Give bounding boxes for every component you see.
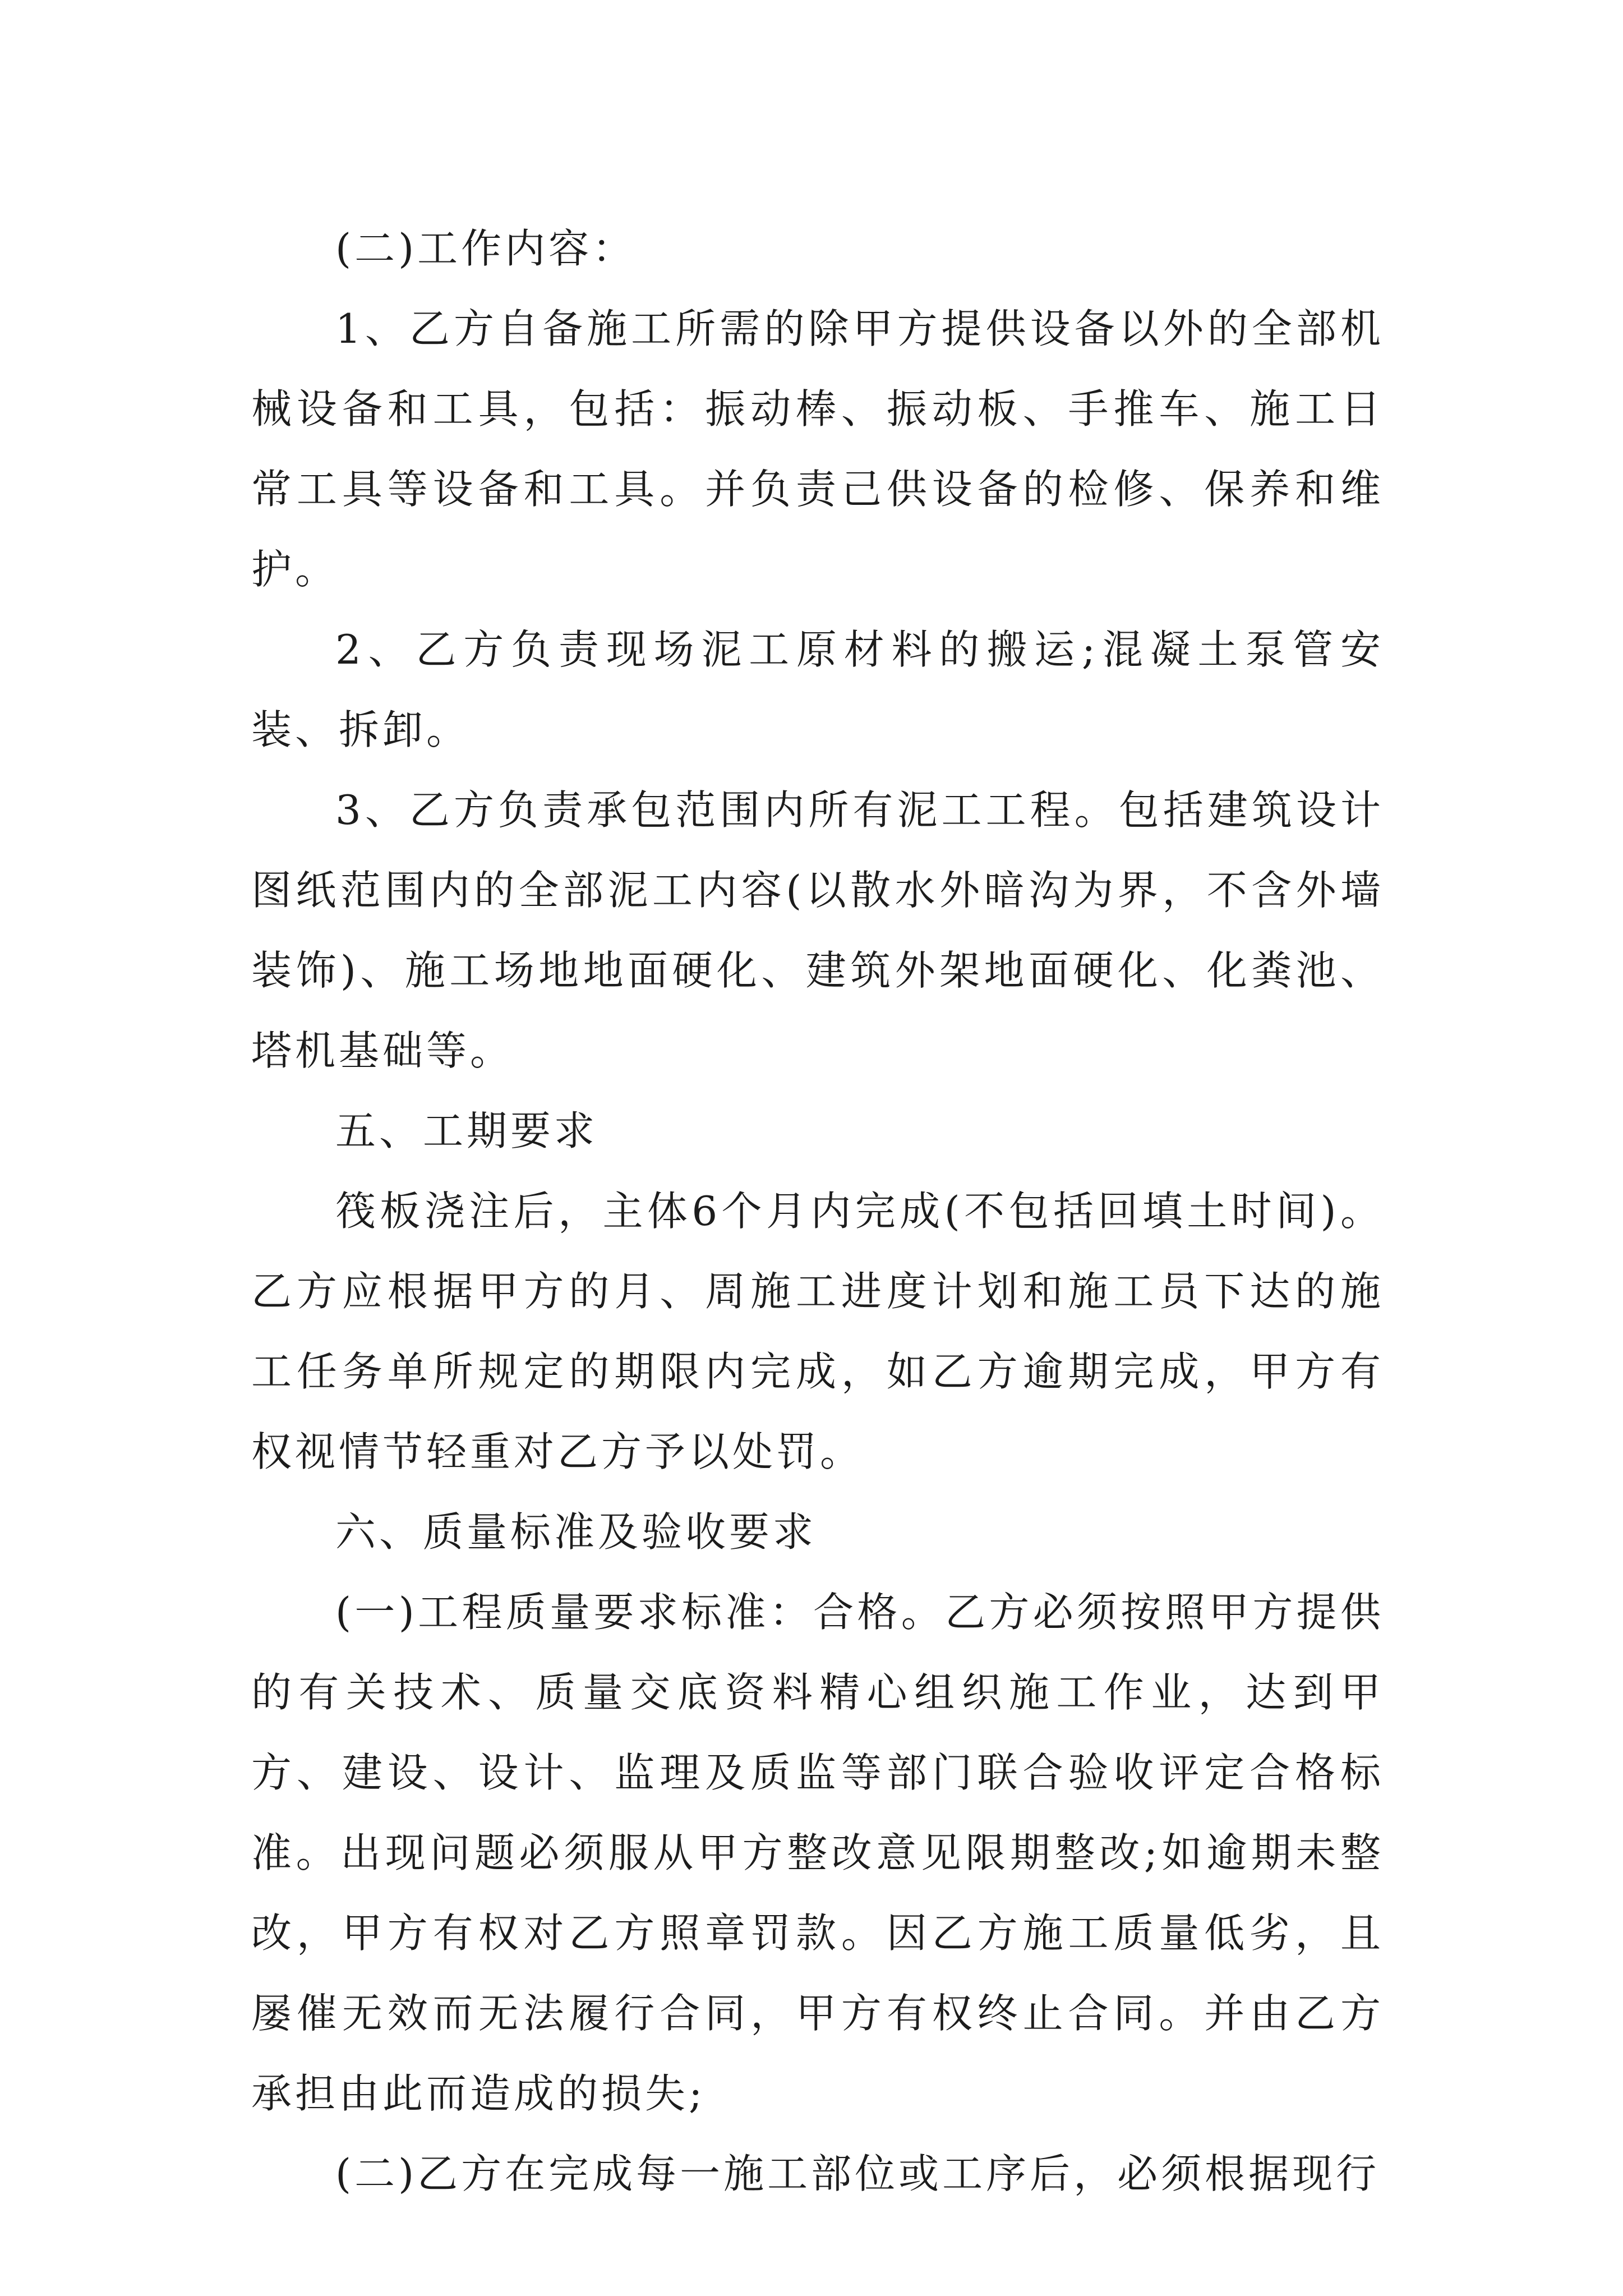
paragraph-work-content-heading: (二)工作内容： <box>335 225 637 272</box>
section-heading-quality: 六、质量标准及验收要求 <box>335 1508 817 1556</box>
section-heading-schedule: 五、工期要求 <box>335 1107 598 1154</box>
document-body <box>251 209 1384 2214</box>
paragraph-item-3: 3、乙方负责承包范围内所有泥工工程。包括建筑设计图纸范围内的全部泥工内容(以散水外暗沟为界，不含外墙装饰)、施工场地地面硬化、建筑外架地面硬化、化粪池、塔机基础等。 <box>251 786 1384 1074</box>
paragraph-quality-standard: (一)工程质量要求标准：合格。乙方必须按照甲方提供的有关技术、质量交底资料精心组织施工作业，达到甲方、建设、设计、监理及质监等部门联合验收评定合格标准。出现问题必须服从甲方整改意见限期整改;如逾期未整改，甲方有权对乙方照章罚款。因乙方施工质量低劣，且屡催无效而无法履行合同，甲方有权终止合同。并由乙方承担由此而造成的损失; <box>251 1589 1384 2117</box>
paragraph-inspection: (二)乙方在完成每一施工部位或工序后，必须根据现行 <box>335 2150 1380 2197</box>
paragraph-item-1: 1、乙方自备施工所需的除甲方提供设备以外的全部机械设备和工具，包括：振动棒、振动板、手推车、施工日常工具等设备和工具。并负责己供设备的检修、保养和维护。 <box>251 305 1384 593</box>
paragraph-item-2: 2、乙方负责现场泥工原材料的搬运;混凝土泵管安装、拆卸。 <box>251 626 1384 753</box>
paragraph-schedule: 筏板浇注后，主体6个月内完成(不包括回填土时间)。乙方应根据甲方的月、周施工进度计划和施工员下达的施工任务单所规定的期限内完成，如乙方逾期完成，甲方有权视情节轻重对乙方予以处罚。 <box>251 1188 1384 1475</box>
